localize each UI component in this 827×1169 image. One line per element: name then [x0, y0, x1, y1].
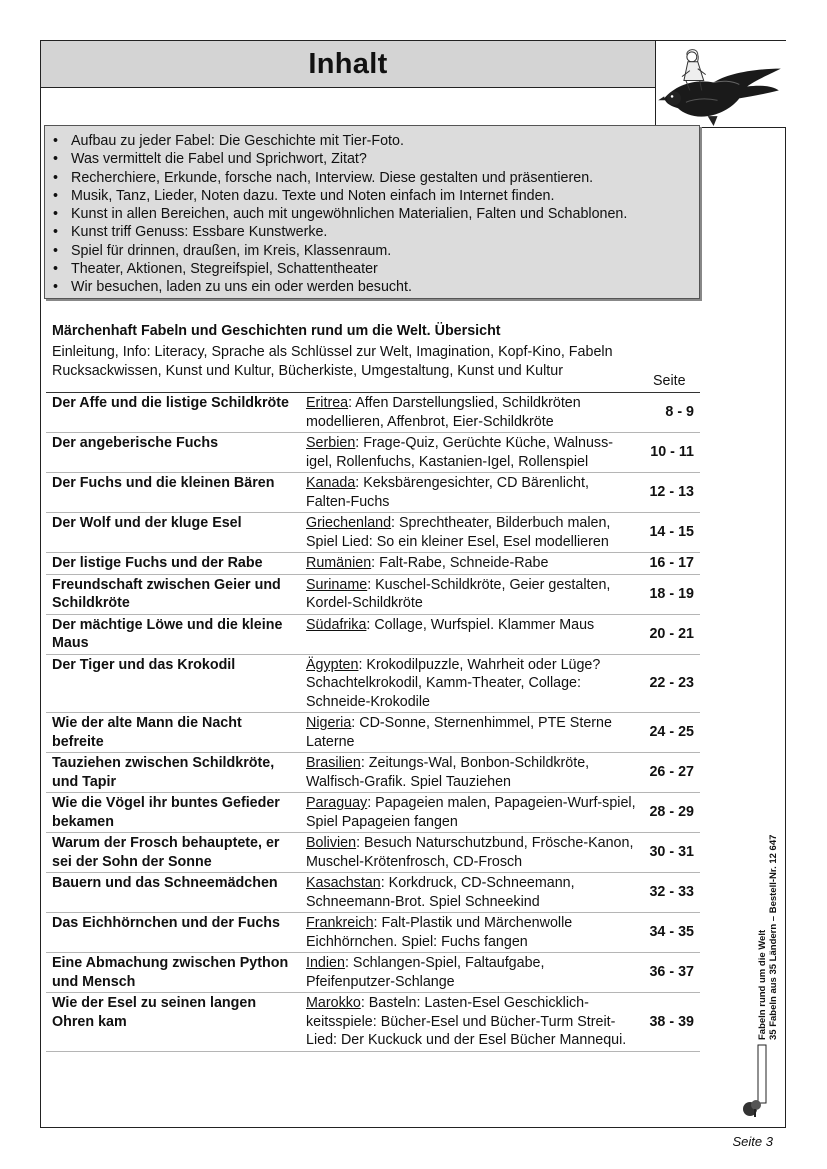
list-item: • Theater, Aktionen, Stegreifspiel, Schattentheater: [53, 260, 699, 278]
header-illustration: [655, 41, 786, 128]
page-range: 26 - 27: [640, 753, 700, 793]
page-column-header: Seite: [653, 373, 686, 389]
country-name: Bolivien: [306, 835, 357, 851]
page-range: 34 - 35: [640, 913, 700, 953]
story-activities: [300, 753, 640, 793]
activity-text: : Korkdruck, CD-Schneemann, Schneemann-Brot. Spiel Schneekind: [306, 875, 575, 910]
list-item: • Aufbau zu jeder Fabel: Die Geschichte mit Tier-Foto.: [53, 132, 699, 150]
story-title: Das Eichhörnchen und der Fuchs: [46, 913, 300, 953]
story-title: Tauziehen zwischen Schildkröte, und Tapir: [46, 753, 300, 793]
story-activities: [300, 953, 640, 993]
activity-text: : Kuschel-Schildkröte, Geier gestalten, Kordel-Schildkröte: [306, 576, 611, 611]
list-item: • Kunst triff Genuss: Essbare Kunstwerke.: [53, 223, 699, 241]
country-name: Marokko: [306, 995, 361, 1011]
activity-text: : Falt-Plastik und Märchenwolle Eichhörnchen. Spiel: Fuchs fangen: [306, 915, 573, 950]
activity-text: : Sprechtheater, Bilderbuch malen, Spiel Lied: So ein kleiner Esel, Esel modellieren: [306, 515, 611, 550]
page-range: 20 - 21: [640, 614, 700, 654]
story-title: Der Wolf und der kluge Esel: [46, 513, 300, 553]
activity-text: : Collage, Wurfspiel. Klammer Maus: [366, 616, 595, 633]
story-activities: [300, 654, 640, 713]
publisher-logo: [742, 1035, 772, 1119]
story-activities: [300, 833, 640, 873]
page-range: 8 - 9: [640, 393, 700, 433]
story-activities: [300, 433, 640, 473]
page-range: 14 - 15: [640, 513, 700, 553]
side-imprint: [757, 835, 779, 1040]
activity-text: : Papageien malen, Papageien-Wurf-spiel, Spiel Papageien fangen: [306, 795, 636, 830]
story-activities: [300, 614, 640, 654]
page-range: 10 - 11: [640, 433, 700, 473]
country-name: Griechenland: [306, 515, 392, 531]
story-activities: [300, 513, 640, 553]
overview-title: Märchenhaft Fabeln und Geschichten rund um die Welt. Übersicht: [52, 323, 501, 339]
activity-text: : Zeitungs-Wal, Bonbon-Schildkröte, Walfisch-Grafik. Spiel Tauziehen: [306, 755, 590, 790]
story-title: Der mächtige Löwe und die kleine Maus: [46, 614, 300, 654]
story-title: Der listige Fuchs und der Rabe: [46, 553, 300, 575]
country-name: Eritrea: [306, 395, 349, 411]
table-of-contents: [46, 392, 700, 1052]
country-name: Brasilien: [306, 755, 361, 771]
table-row: [46, 833, 700, 873]
table-row: [46, 713, 700, 753]
country-name: Nigeria: [306, 715, 352, 731]
table-row: [46, 433, 700, 473]
page-range: 32 - 33: [640, 873, 700, 913]
side-title: Fabeln rund um die Welt: [757, 929, 768, 1040]
table-row: [46, 393, 700, 433]
country-name: Südafrika: [306, 616, 367, 633]
page-range: 36 - 37: [640, 953, 700, 993]
page-range: 16 - 17: [640, 553, 700, 575]
page-range: 22 - 23: [640, 654, 700, 713]
list-item: • Spiel für drinnen, draußen, im Kreis, Klassenraum.: [53, 242, 699, 260]
story-activities: [300, 793, 640, 833]
story-title: Der Fuchs und die kleinen Bären: [46, 473, 300, 513]
story-title: Wie der Esel zu seinen langen Ohren kam: [46, 993, 300, 1052]
country-name: Serbien: [306, 435, 356, 451]
list-item: • Recherchiere, Erkunde, forsche nach, Interview. Diese gestalten und präsentieren.: [53, 169, 699, 187]
activity-text: : Falt-Rabe, Schneide-Rabe: [371, 555, 549, 571]
features-box: [44, 125, 700, 299]
activity-text: : Basteln: Lasten-Esel Geschicklich-keitsspiele: Bücher-Esel und Bücher-Turm Streit-Lied: Der Kuckuck und der Esel Bücher Mannequi.: [306, 995, 627, 1048]
story-title: Der angeberische Fuchs: [46, 433, 300, 473]
table-row: [46, 654, 700, 713]
country-name: Suriname: [306, 576, 368, 593]
story-title: Freundschaft zwischen Geier und Schildkröte: [46, 574, 300, 614]
table-row: [46, 553, 700, 575]
country-name: Frankreich: [306, 915, 374, 931]
activity-text: : Frage-Quiz, Gerüchte Küche, Walnuss-igel, Rollenfuchs, Kastanien-Igel, Rollenspiel: [306, 435, 613, 470]
table-row: [46, 574, 700, 614]
page-range: 18 - 19: [640, 574, 700, 614]
table-row: [46, 953, 700, 993]
table-row: [46, 793, 700, 833]
activity-text: : Krokodilpuzzle, Wahrheit oder Lüge? Schachtelkrokodil, Kamm-Theater, Collage: Schneide-Krokodile: [306, 656, 601, 710]
page-range: 30 - 31: [640, 833, 700, 873]
story-activities: [300, 993, 640, 1052]
country-name: Kanada: [306, 475, 356, 491]
girl-on-bird-icon: [656, 41, 786, 127]
side-order-info: 35 Fabeln aus 35 Ländern – Bestell-Nr. 12 647: [768, 834, 779, 1040]
page-number: Seite 3: [732, 1134, 773, 1149]
table-row: [46, 614, 700, 654]
activity-text: : Schlangen-Spiel, Faltaufgabe, Pfeifenputzer-Schlange: [306, 955, 545, 990]
list-item: • Was vermittelt die Fabel und Sprichwort, Zitat?: [53, 150, 699, 168]
page-range: 38 - 39: [640, 993, 700, 1052]
table-row: [46, 473, 700, 513]
country-name: Indien: [306, 955, 345, 971]
story-activities: [300, 553, 640, 575]
story-title: Eine Abmachung zwischen Python und Mensch: [46, 953, 300, 993]
page-range: 28 - 29: [640, 793, 700, 833]
story-activities: [300, 574, 640, 614]
features-list: [53, 132, 699, 297]
country-name: Rumänien: [306, 555, 372, 571]
story-title: Bauern und das Schneemädchen: [46, 873, 300, 913]
activity-text: : Affen Darstellungslied, Schildkröten modellieren, Affenbrot, Eier-Schildkröte: [306, 395, 581, 430]
tree-logo-icon: [742, 1035, 772, 1119]
list-item: • Wir besuchen, laden zu uns ein oder werden besucht.: [53, 278, 699, 296]
story-title: Der Tiger und das Krokodil: [46, 654, 300, 713]
list-item: • Musik, Tanz, Lieder, Noten dazu. Texte und Noten einfach im Internet finden.: [53, 187, 699, 205]
activity-text: : CD-Sonne, Sternenhimmel, PTE Sterne Laterne: [306, 715, 612, 750]
story-activities: [300, 473, 640, 513]
table-row: [46, 993, 700, 1052]
country-name: Ägypten: [306, 656, 359, 673]
title-bar: [41, 41, 655, 88]
table-row: [46, 913, 700, 953]
page-title: Inhalt: [308, 47, 388, 80]
story-activities: [300, 393, 640, 433]
overview-text: Einleitung, Info: Literacy, Sprache als Schlüssel zur Welt, Imagination, Kopf-Kino, Fabeln Rucksackwissen, Kunst und Kultur, Bücherkiste, Umgestaltung, Kunst und Kultur: [52, 344, 613, 379]
table-row: [46, 513, 700, 553]
story-title: Wie die Vögel ihr buntes Gefieder bekamen: [46, 793, 300, 833]
story-title: Der Affe und die listige Schildkröte: [46, 393, 300, 433]
country-name: Paraguay: [306, 795, 368, 811]
story-activities: [300, 873, 640, 913]
table-row: [46, 753, 700, 793]
story-activities: [300, 913, 640, 953]
table-row: [46, 873, 700, 913]
country-name: Kasachstan: [306, 875, 381, 891]
story-title: Wie der alte Mann die Nacht befreite: [46, 713, 300, 753]
activity-text: : Besuch Naturschutzbund, Frösche-Kanon, Muschel-Krötenfrosch, CD-Frosch: [306, 835, 634, 870]
activity-text: : Keksbärengesichter, CD Bärenlicht, Falten-Fuchs: [306, 475, 589, 510]
story-activities: [300, 713, 640, 753]
page-range: 12 - 13: [640, 473, 700, 513]
page-range: 24 - 25: [640, 713, 700, 753]
list-item: • Kunst in allen Bereichen, auch mit ungewöhnlichen Materialien, Falten und Schablonen.: [53, 205, 699, 223]
story-title: Warum der Frosch behauptete, er sei der Sohn der Sonne: [46, 833, 300, 873]
